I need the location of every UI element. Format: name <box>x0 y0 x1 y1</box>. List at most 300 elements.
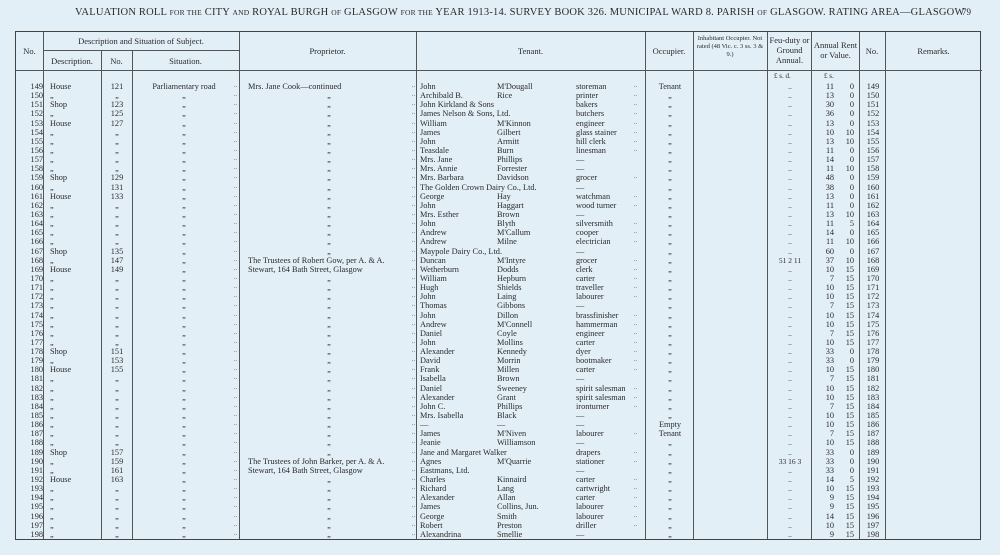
situation: „ <box>182 91 186 101</box>
occupier: „ <box>668 237 672 247</box>
rent-shillings: 0 <box>849 347 854 357</box>
rent-shillings: 0 <box>849 100 854 110</box>
table-row <box>16 265 982 274</box>
row-number: 192 <box>30 475 43 485</box>
occupier: „ <box>668 520 672 530</box>
feu-duty: .. <box>788 82 792 91</box>
description: Shop <box>50 173 68 183</box>
row-number: 174 <box>30 310 43 320</box>
description: „ <box>50 383 54 393</box>
row-number-right: 188 <box>866 438 880 448</box>
occupier: „ <box>668 383 672 393</box>
leader-dots: .. <box>412 357 415 364</box>
situation: „ <box>182 502 186 512</box>
proprietor: „ <box>327 383 331 393</box>
proprietor: Mrs. Jane Cook—continued <box>248 82 342 91</box>
row-number: 173 <box>30 301 43 311</box>
street-number: 161 <box>110 465 124 475</box>
tenant-surname: Laing <box>497 292 517 302</box>
feu-duty: .. <box>788 429 792 439</box>
rent-pounds: 10 <box>825 438 834 448</box>
leader-dots: .. <box>634 503 637 510</box>
tenant-first-name: Charles <box>420 475 446 485</box>
leader-dots: .. <box>234 421 237 428</box>
leader-dots: .. <box>634 329 637 336</box>
leader-dots: .. <box>634 128 637 135</box>
rent-pounds: 33 <box>825 356 834 366</box>
occupation: — <box>576 182 585 192</box>
occupier: „ <box>668 301 672 311</box>
row-number-right: 182 <box>866 383 880 393</box>
feu-duty: .. <box>788 337 792 347</box>
feu-duty: .. <box>788 219 792 229</box>
table-row <box>16 283 982 292</box>
tenant-surname: Hepburn <box>497 273 527 283</box>
feu-duty: .. <box>788 209 792 219</box>
rent-shillings: 10 <box>845 209 854 219</box>
row-number-right: 183 <box>866 392 880 402</box>
rent-shillings: 15 <box>845 328 854 338</box>
occupier: „ <box>668 401 672 411</box>
rent-pounds: 33 <box>825 465 834 475</box>
table-row <box>16 356 982 365</box>
leader-dots: .. <box>234 210 237 217</box>
proprietor: „ <box>327 392 331 402</box>
rent-pounds: 10 <box>825 264 834 274</box>
tenant-first-name: Jane and Margaret Walker <box>420 447 507 457</box>
page-title <box>75 7 965 18</box>
leader-dots: .. <box>634 457 637 464</box>
row-number: 157 <box>30 155 43 165</box>
leader-dots: .. <box>234 192 237 199</box>
occupation: traveller <box>576 283 604 293</box>
table-row <box>16 466 982 475</box>
rent-pounds: 10 <box>825 283 834 293</box>
table-row <box>16 256 982 265</box>
feu-duty: .. <box>788 91 792 101</box>
street-number: „ <box>115 164 119 174</box>
occupier: „ <box>668 392 672 402</box>
feu-duty: .. <box>788 127 792 137</box>
occupation: electrician <box>576 237 611 247</box>
rent-shillings: 15 <box>845 392 854 402</box>
proprietor: „ <box>327 356 331 366</box>
proprietor: „ <box>327 319 331 329</box>
title-text: OF <box>757 8 768 17</box>
occupation: bootmaker <box>576 356 612 366</box>
tenant-first-name: John <box>420 200 436 210</box>
valuation-table <box>15 31 981 540</box>
row-number: 182 <box>30 383 43 393</box>
situation: „ <box>182 529 186 539</box>
occupation: driller <box>576 520 597 530</box>
leader-dots: .. <box>634 476 637 483</box>
tenant-surname: Milne <box>497 237 517 247</box>
feu-duty: .. <box>788 447 792 457</box>
description: Shop <box>50 100 68 110</box>
row-number-right: 156 <box>866 145 880 155</box>
tenant-surname: Forrester <box>497 164 527 174</box>
leader-dots: .. <box>634 430 637 437</box>
rent-pounds: 14 <box>825 511 834 521</box>
street-number: 133 <box>110 191 124 201</box>
tenant-first-name: Isabella <box>420 374 446 384</box>
feu-duty: .. <box>788 438 792 448</box>
proprietor: The Trustees of John Barker, per A. & A. <box>248 456 385 466</box>
feu-duty: .. <box>788 109 792 119</box>
table-row <box>16 137 982 146</box>
row-number: 172 <box>30 292 43 302</box>
description: „ <box>50 237 54 247</box>
occupier: „ <box>668 465 672 475</box>
leader-dots: .. <box>412 256 415 263</box>
row-number-right: 184 <box>866 401 880 411</box>
description: „ <box>50 420 54 430</box>
tenant-first-name: Andrew <box>420 319 447 329</box>
feu-duty: .. <box>788 118 792 128</box>
description: „ <box>50 337 54 347</box>
leader-dots: .. <box>634 448 637 455</box>
leader-dots: .. <box>234 311 237 318</box>
description: „ <box>50 182 54 192</box>
row-number-right: 161 <box>866 191 880 201</box>
row-number: 181 <box>30 374 43 384</box>
description: „ <box>50 438 54 448</box>
description: „ <box>50 392 54 402</box>
street-number: „ <box>115 484 119 494</box>
tenant-surname: Rice <box>497 91 513 101</box>
rent-pounds: 7 <box>829 401 834 411</box>
occupation: carter <box>576 493 595 503</box>
street-number: „ <box>115 420 119 430</box>
rent-pounds: 7 <box>829 429 834 439</box>
situation: „ <box>182 337 186 347</box>
rent-shillings: 0 <box>849 155 854 165</box>
table-row <box>16 210 982 219</box>
street-number: „ <box>115 200 119 210</box>
rent-pounds: 9 <box>829 502 834 512</box>
tenant-surname: — <box>497 420 506 430</box>
leader-dots: .. <box>634 83 637 89</box>
description: „ <box>50 155 54 165</box>
rent-shillings: 0 <box>849 173 854 183</box>
tenant-surname: Kennedy <box>497 347 527 357</box>
leader-dots: .. <box>234 92 237 99</box>
col-header-remarks: Remarks. <box>917 46 950 56</box>
table-row <box>16 274 982 283</box>
feu-duty: .. <box>788 228 792 238</box>
leader-dots: .. <box>412 110 415 117</box>
leader-dots: .. <box>634 101 637 108</box>
leader-dots: .. <box>234 521 237 528</box>
tenant-first-name: Alexandrina <box>420 529 462 539</box>
situation: „ <box>182 219 186 229</box>
situation: „ <box>182 420 186 430</box>
rent-pounds: 14 <box>825 228 834 238</box>
table-row <box>16 311 982 320</box>
col-header-feu-duty: Feu-duty or Ground Annual. <box>769 35 810 65</box>
occupation: linesman <box>576 145 606 155</box>
row-number: 155 <box>30 136 43 146</box>
leader-dots: .. <box>234 457 237 464</box>
tenant-surname: Davidson <box>497 173 529 183</box>
street-number: „ <box>115 155 119 165</box>
proprietor: „ <box>327 337 331 347</box>
leader-dots: .. <box>412 448 415 455</box>
street-number: „ <box>115 392 119 402</box>
row-number: 185 <box>30 411 43 421</box>
feu-duty: 51 2 11 <box>778 255 802 265</box>
table-row <box>16 164 982 173</box>
occupier: „ <box>668 118 672 128</box>
description: „ <box>50 164 54 174</box>
leader-dots: .. <box>234 110 237 117</box>
leader-dots: .. <box>234 165 237 172</box>
leader-dots: .. <box>412 512 415 519</box>
situation: „ <box>182 310 186 320</box>
tenant-first-name: Mrs. Isabella <box>420 411 464 421</box>
tenant-surname: M'Intyre <box>497 255 526 265</box>
description: „ <box>50 127 54 137</box>
situation: „ <box>182 520 186 530</box>
leader-dots: .. <box>234 156 237 163</box>
proprietor: „ <box>327 347 331 357</box>
proprietor: „ <box>327 292 331 302</box>
occupation: glass stainer <box>576 127 617 137</box>
occupation: — <box>576 411 585 421</box>
table-row <box>16 247 982 256</box>
col-header-desc-group: Description and Situation of Subject. <box>78 36 204 46</box>
row-number-right: 181 <box>866 374 880 384</box>
rent-pounds: 11 <box>826 219 834 229</box>
situation: „ <box>182 109 186 119</box>
feu-duty: .. <box>788 529 792 539</box>
row-number-right: 170 <box>866 273 880 283</box>
feu-duty: .. <box>788 475 792 485</box>
occupation: — <box>576 246 585 256</box>
leader-dots: .. <box>412 284 415 291</box>
tenant-surname: Haggart <box>497 200 524 210</box>
street-number: „ <box>115 301 119 311</box>
row-number: 197 <box>30 520 43 530</box>
leader-dots: .. <box>634 512 637 519</box>
occupation: stationer <box>576 456 605 466</box>
rent-shillings: 15 <box>845 301 854 311</box>
col-header-no2: No. <box>865 46 879 56</box>
occupier: „ <box>668 127 672 137</box>
col-header-description: Description. <box>51 55 93 66</box>
occupier: „ <box>668 155 672 165</box>
tenant-surname: Dillon <box>497 310 519 320</box>
tenant-surname: M'Connell <box>497 319 533 329</box>
occupation: watchman <box>576 191 611 201</box>
leader-dots: .. <box>234 220 237 227</box>
tenant-first-name: Maypole Dairy Co., Ltd. <box>420 246 503 256</box>
leader-dots: .. <box>234 247 237 254</box>
rent-shillings: 0 <box>849 109 854 119</box>
row-number-right: 173 <box>866 301 880 311</box>
proprietor: „ <box>327 420 331 430</box>
occupier: „ <box>668 310 672 320</box>
situation: „ <box>182 365 186 375</box>
rent-shillings: 0 <box>849 118 854 128</box>
occupier: „ <box>668 347 672 357</box>
tenant-surname: Morrin <box>497 356 521 366</box>
occupier: „ <box>668 411 672 421</box>
leader-dots: .. <box>634 384 637 391</box>
leader-dots: .. <box>234 320 237 327</box>
table-row <box>16 475 982 484</box>
rent-shillings: 0 <box>849 228 854 238</box>
row-number-right: 151 <box>866 100 880 110</box>
rent-shillings: 15 <box>845 283 854 293</box>
rent-shillings: 0 <box>849 91 854 101</box>
rent-shillings: 0 <box>849 200 854 210</box>
leader-dots: .. <box>412 384 415 391</box>
leader-dots: .. <box>634 338 637 345</box>
rent-pounds: 10 <box>825 337 834 347</box>
leader-dots: .. <box>634 256 637 263</box>
row-number: 149 <box>30 82 43 91</box>
situation: „ <box>182 383 186 393</box>
leader-dots: .. <box>634 393 637 400</box>
situation: „ <box>182 273 186 283</box>
street-number: „ <box>115 511 119 521</box>
leader-dots: .. <box>634 201 637 208</box>
occupation: storeman <box>576 82 607 91</box>
table-row <box>16 393 982 402</box>
leader-dots: .. <box>234 238 237 245</box>
situation: „ <box>182 475 186 485</box>
row-number-right: 164 <box>866 219 880 229</box>
proprietor: „ <box>327 118 331 128</box>
rent-pounds: 10 <box>825 310 834 320</box>
row-number: 189 <box>30 447 43 457</box>
occupation: cartwright <box>576 484 611 494</box>
tenant-first-name: Richard <box>420 484 447 494</box>
rent-pounds: 10 <box>825 365 834 375</box>
row-number-right: 157 <box>866 155 880 165</box>
situation: „ <box>182 493 186 503</box>
leader-dots: .. <box>234 366 237 373</box>
leader-dots: .. <box>634 311 637 318</box>
row-number-right: 160 <box>866 182 880 192</box>
table-row <box>16 91 982 100</box>
situation: „ <box>182 200 186 210</box>
table-row <box>16 493 982 502</box>
feu-duty: .. <box>788 465 792 475</box>
row-number: 168 <box>30 255 43 265</box>
rent-shillings: 0 <box>849 465 854 475</box>
row-number: 196 <box>30 511 43 521</box>
street-number: 125 <box>110 109 124 119</box>
table-row <box>16 173 982 182</box>
table-row <box>16 119 982 128</box>
row-number: 153 <box>30 118 43 128</box>
rent-pounds: 9 <box>829 493 834 503</box>
occupation: bakers <box>576 100 598 110</box>
street-number: „ <box>115 127 119 137</box>
table-row <box>16 429 982 438</box>
leader-dots: .. <box>234 348 237 355</box>
proprietor: „ <box>327 136 331 146</box>
street-number: „ <box>115 520 119 530</box>
rent-pounds: 60 <box>825 246 834 256</box>
description: „ <box>50 484 54 494</box>
tenant-first-name: Hugh <box>420 283 439 293</box>
table-row <box>16 384 982 393</box>
row-number-right: 175 <box>866 319 880 329</box>
description: House <box>50 118 72 128</box>
tenant-first-name: John <box>420 82 436 91</box>
row-number-right: 171 <box>866 283 880 293</box>
situation: „ <box>182 246 186 256</box>
occupier: „ <box>668 273 672 283</box>
proprietor: „ <box>327 228 331 238</box>
feu-duty: .. <box>788 493 792 503</box>
occupier: „ <box>668 529 672 539</box>
leader-dots: .. <box>234 466 237 473</box>
tenant-first-name: John <box>420 310 436 320</box>
leader-dots: .. <box>412 265 415 272</box>
tenant-first-name: James <box>420 429 441 439</box>
rent-shillings: 15 <box>845 511 854 521</box>
occupation: ironturner <box>576 401 610 411</box>
rent-pounds: 33 <box>825 456 834 466</box>
feu-duty: .. <box>788 246 792 256</box>
tenant-first-name: The Golden Crown Dairy Co., Ltd. <box>420 182 537 192</box>
row-number-right: 153 <box>866 118 880 128</box>
street-number: 121 <box>110 82 124 91</box>
proprietor: „ <box>327 529 331 539</box>
row-number: 194 <box>30 493 43 503</box>
table-row <box>16 320 982 329</box>
rent-pounds: 10 <box>825 484 834 494</box>
tenant-first-name: William <box>420 118 447 128</box>
occupation: butchers <box>576 109 605 119</box>
leader-dots: .. <box>234 293 237 300</box>
row-number: 178 <box>30 347 43 357</box>
description: „ <box>50 301 54 311</box>
occupation: — <box>576 164 585 174</box>
street-number: „ <box>115 310 119 320</box>
leader-dots: .. <box>412 457 415 464</box>
situation: „ <box>182 255 186 265</box>
tenant-surname: Hay <box>497 191 511 201</box>
description: House <box>50 82 72 91</box>
proprietor: „ <box>327 237 331 247</box>
occupier: „ <box>668 136 672 146</box>
tenant-first-name: Andrew <box>420 237 447 247</box>
occupation: — <box>576 529 585 539</box>
row-number: 170 <box>30 273 43 283</box>
description: „ <box>50 465 54 475</box>
row-number: 179 <box>30 356 43 366</box>
tenant-surname: M'Niven <box>497 429 527 439</box>
description: „ <box>50 273 54 283</box>
tenant-first-name: Agnes <box>420 456 442 466</box>
leader-dots: .. <box>412 439 415 446</box>
proprietor: „ <box>327 310 331 320</box>
occupier: „ <box>668 200 672 210</box>
occupation: — <box>576 374 585 384</box>
street-number: „ <box>115 429 119 439</box>
description: „ <box>50 401 54 411</box>
feu-duty: .. <box>788 173 792 183</box>
table-row <box>16 420 982 429</box>
rent-pounds: 7 <box>829 273 834 283</box>
proprietor: „ <box>327 511 331 521</box>
